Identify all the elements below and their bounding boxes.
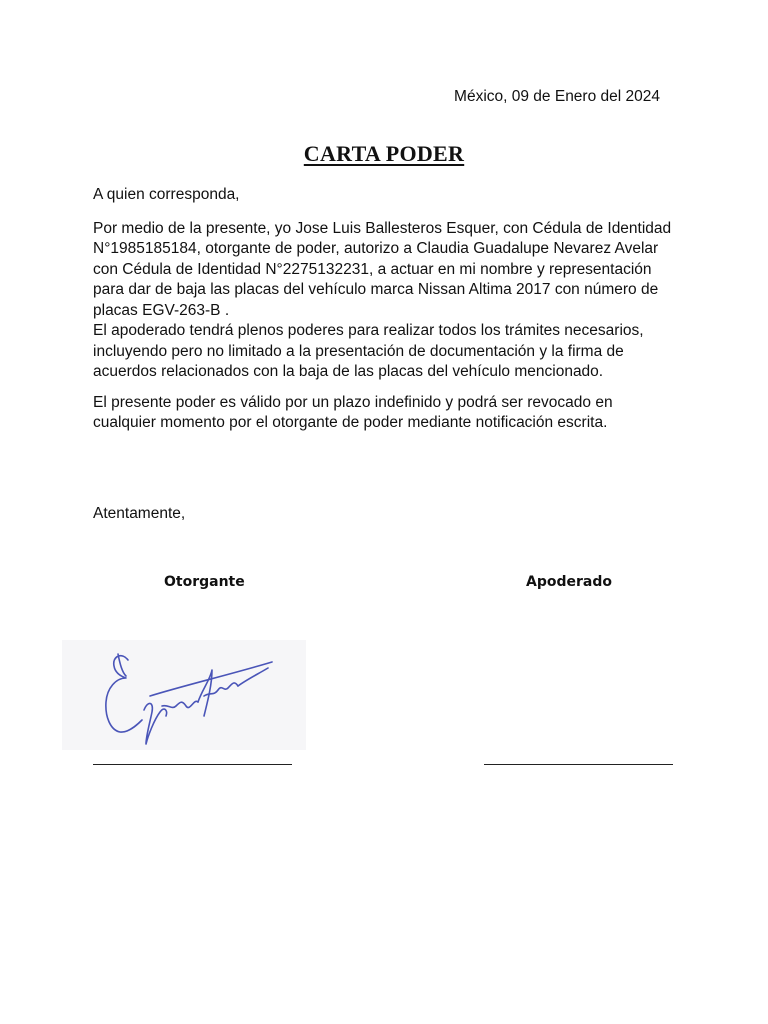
letter-title: CARTA PODER xyxy=(303,141,465,166)
closing-text: Atentamente, xyxy=(93,505,186,522)
letter-body xyxy=(93,185,673,434)
grantor-label: Otorgante xyxy=(164,574,245,590)
handwritten-signature xyxy=(62,640,306,750)
grantor-signature-line xyxy=(93,764,292,765)
letter-title-wrapper xyxy=(0,141,768,167)
grantor-signature-image xyxy=(62,640,306,750)
attorney-signature-line xyxy=(484,764,673,765)
attorney-label: Apoderado xyxy=(526,574,612,590)
salutation: A quien corresponda, xyxy=(93,186,240,203)
letter-date: México, 09 de Enero del 2024 xyxy=(454,88,660,105)
paragraph-grant: Por medio de la presente, yo Jose Luis Ballesteros Esquer, con Cédula de Identidad N°1985185184, otorgante de poder, autorizo a Claudia Guadalupe Nevarez Avelar con Cédula de Identidad N°2275132231, a actuar en mi nombre y representación para dar de baja las placas del vehículo marca Nissan Altima 2017 con número de placas EGV-263-B . xyxy=(93,219,672,319)
paragraph-validity: El presente poder es válido por un plazo indefinido y podrá ser revocado en cualquier momento por el otorgante de poder mediante notificación escrita. xyxy=(93,393,613,431)
paragraph-powers: El apoderado tendrá plenos poderes para realizar todos los trámites necesarios, incluyendo pero no limitado a la presentación de documentación y la firma de acuerdos relacionados con la baja de las placas del vehículo mencionado. xyxy=(93,322,644,380)
